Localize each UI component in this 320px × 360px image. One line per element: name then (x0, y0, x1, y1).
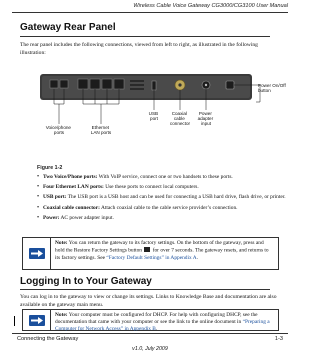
footer-chapter: Connecting the Gateway (17, 336, 79, 342)
label-voice-ports: Voice/phone ports (45, 125, 72, 135)
dhcp-note: Note: Your computer must be configured for DHCP. For help with configuring DHCP, see the documentation that came with your computer or see the link to the online document in “Preparing a Computer for Network Access” in Appendix B. (22, 309, 279, 331)
factory-default-link[interactable]: “Factory Default Settings” in Appendix A (106, 254, 197, 261)
header-rule (12, 12, 288, 13)
footer-rule (12, 333, 288, 334)
arrow-right-icon (29, 315, 45, 326)
login-paragraph: You can log in to the gateway to view or change its settings. Links to Knowledge Base and documentation are also available on the gateway main menu. (20, 294, 277, 308)
connection-list (37, 174, 287, 225)
arrow-right-icon (29, 248, 45, 259)
footer-version: v1.0, July 2009 (132, 346, 168, 352)
rear-panel-illustration (20, 72, 290, 162)
change-bar (14, 316, 15, 326)
list-item: • Four Ethernet LAN ports: Use these ports to connect local computers. (37, 184, 287, 191)
heading-rule (20, 36, 270, 37)
section-heading-rear-panel: Gateway Rear Panel (20, 22, 116, 33)
reset-button-icon (144, 247, 150, 252)
list-item: • Two Voice/Phone ports: With VoIP service, connect one or two handsets to these ports. (37, 174, 287, 181)
footer-page-number: 1-3 (274, 336, 283, 342)
list-item: • Coaxial cable connector: Attach coaxial cable to the cable service provider’s connection. (37, 205, 287, 212)
figure-caption: Figure 1-2 (37, 165, 63, 171)
power-button-icon (226, 81, 234, 89)
label-coax-connector: Coaxial cable connector (169, 111, 191, 126)
section-heading-logging-in: Logging In to Your Gateway (20, 276, 152, 287)
note-label: Note: (55, 312, 68, 318)
running-header: Wireless Cable Voice Gateway CG3000/CG3100 User Manual (133, 3, 288, 9)
label-power-button: Power On/Off button (258, 83, 286, 93)
intro-paragraph: The rear panel includes the following connections, viewed from left to right, as illustrated in the following illustration: (20, 42, 258, 56)
prepare-computer-link[interactable]: “Preparing a Computer for Network Access” in Appendix B (55, 319, 270, 333)
usb-port-icon (152, 81, 156, 90)
list-item: • Power: AC power adapter input. (37, 215, 287, 222)
factory-reset-note: Note: You can return the gateway to its factory settings. On the bottom of the gateway, press and hold the Restore Factory Settings button for over 7 seconds. The gateway resets, and returns to its factory settings. See “Factory Default Settings” in Appendix A. (22, 237, 279, 270)
label-power-input: Power adapter input (197, 111, 214, 126)
list-item: • USB port: The USB port is a USB host and can be used for connecting a USB hard drive, flash drive, or printer. (37, 194, 287, 201)
heading-rule (20, 289, 270, 290)
note-label: Note: (55, 240, 68, 246)
label-usb-port: USB port (148, 111, 159, 121)
label-ethernet-ports: Ethernet LAN ports (90, 125, 112, 135)
vent-slots (130, 80, 144, 90)
